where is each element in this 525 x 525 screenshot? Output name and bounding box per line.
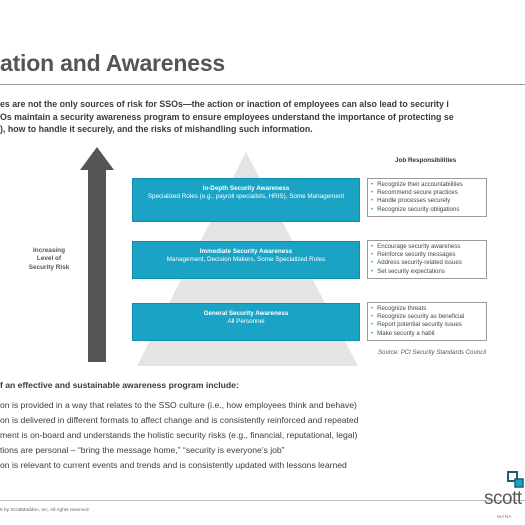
tier-general bbox=[132, 303, 360, 341]
company-logo: scott bbox=[484, 488, 522, 509]
source-note: Source: PCI Security Standards Council bbox=[378, 349, 487, 356]
company-logo-subtitle: MANA bbox=[497, 514, 513, 519]
job-responsibilities-title: Job Responsibilities bbox=[395, 157, 457, 164]
list-item: • Address security-related issues bbox=[371, 259, 483, 267]
page-title: ation and Awareness bbox=[0, 50, 225, 76]
list-item: • Encourage security awareness bbox=[371, 243, 483, 251]
risk-label bbox=[16, 247, 82, 272]
key-elements-heading: f an effective and sustainable awareness program include: bbox=[0, 380, 239, 390]
list-item: ment is on-board and understands the holistic security risks (e.g., financial, reputational, legal) bbox=[0, 430, 358, 440]
list-item: • Report potential security issues bbox=[371, 321, 483, 329]
tier-heading: Immediate Security Awareness bbox=[199, 248, 293, 255]
list-item: • Recognize security as beneficial bbox=[371, 313, 483, 321]
list-item: on is provided in a way that relates to the SSO culture (i.e., how employees think and behave) bbox=[0, 400, 357, 410]
list-item: • Set security expectations bbox=[371, 268, 483, 276]
list-item: • Recommend secure practices bbox=[371, 189, 483, 197]
list-item: • Reinforce security messages bbox=[371, 251, 483, 259]
tier-heading: In-Depth Security Awareness bbox=[202, 185, 290, 192]
responsibilities-immediate bbox=[367, 240, 487, 279]
risk-label-line: Increasing bbox=[33, 247, 65, 254]
risk-arrow bbox=[80, 147, 114, 362]
intro-line: Os maintain a security awareness program to ensure employees understand the importance of protecting se bbox=[0, 111, 454, 122]
list-item: • Recognize their accountabilities bbox=[371, 181, 483, 189]
logo-mark-icon bbox=[505, 470, 525, 490]
intro-line: es are not the only sources of risk for SSOs—the action or inaction of employees can also lead to security i bbox=[0, 99, 449, 109]
list-item: on is delivered in different formats to affect change and is consistently reinforced and repeated bbox=[0, 415, 359, 425]
responsibilities-general bbox=[367, 302, 487, 341]
tier-heading: General Security Awareness bbox=[203, 310, 289, 317]
list-item: • Handle processes securely bbox=[371, 197, 483, 205]
list-item: • Recognize threats bbox=[371, 305, 483, 313]
responsibilities-in-depth bbox=[367, 178, 487, 217]
tier-immediate bbox=[132, 241, 360, 279]
risk-label-line: Security Risk bbox=[28, 263, 70, 271]
copyright-text: 6 by ScottMadden, Inc. All rights reserved. bbox=[0, 508, 90, 513]
tier-audience: Specialized Roles (e.g., payroll specialists, HRIS), Some Management bbox=[147, 193, 345, 201]
list-item: • Make security a habit bbox=[371, 330, 483, 338]
list-item: tions are personal – “bring the message home,” “security is everyone’s job” bbox=[0, 445, 285, 455]
key-elements-list bbox=[0, 398, 358, 473]
risk-label-line: Level of bbox=[36, 255, 62, 263]
list-item: • Recognize security obligations bbox=[371, 206, 483, 214]
tier-in-depth bbox=[132, 178, 360, 222]
footer-divider bbox=[0, 500, 525, 501]
intro-line: ), how to handle it securely, and the risks of mishandling such information. bbox=[0, 124, 313, 134]
tier-audience: All Personnel bbox=[227, 318, 265, 326]
list-item: on is relevant to current events and trends and is consistently updated with lessons learned bbox=[0, 460, 347, 470]
tier-audience: Management, Decision Makers, Some Specialized Roles bbox=[166, 256, 326, 264]
